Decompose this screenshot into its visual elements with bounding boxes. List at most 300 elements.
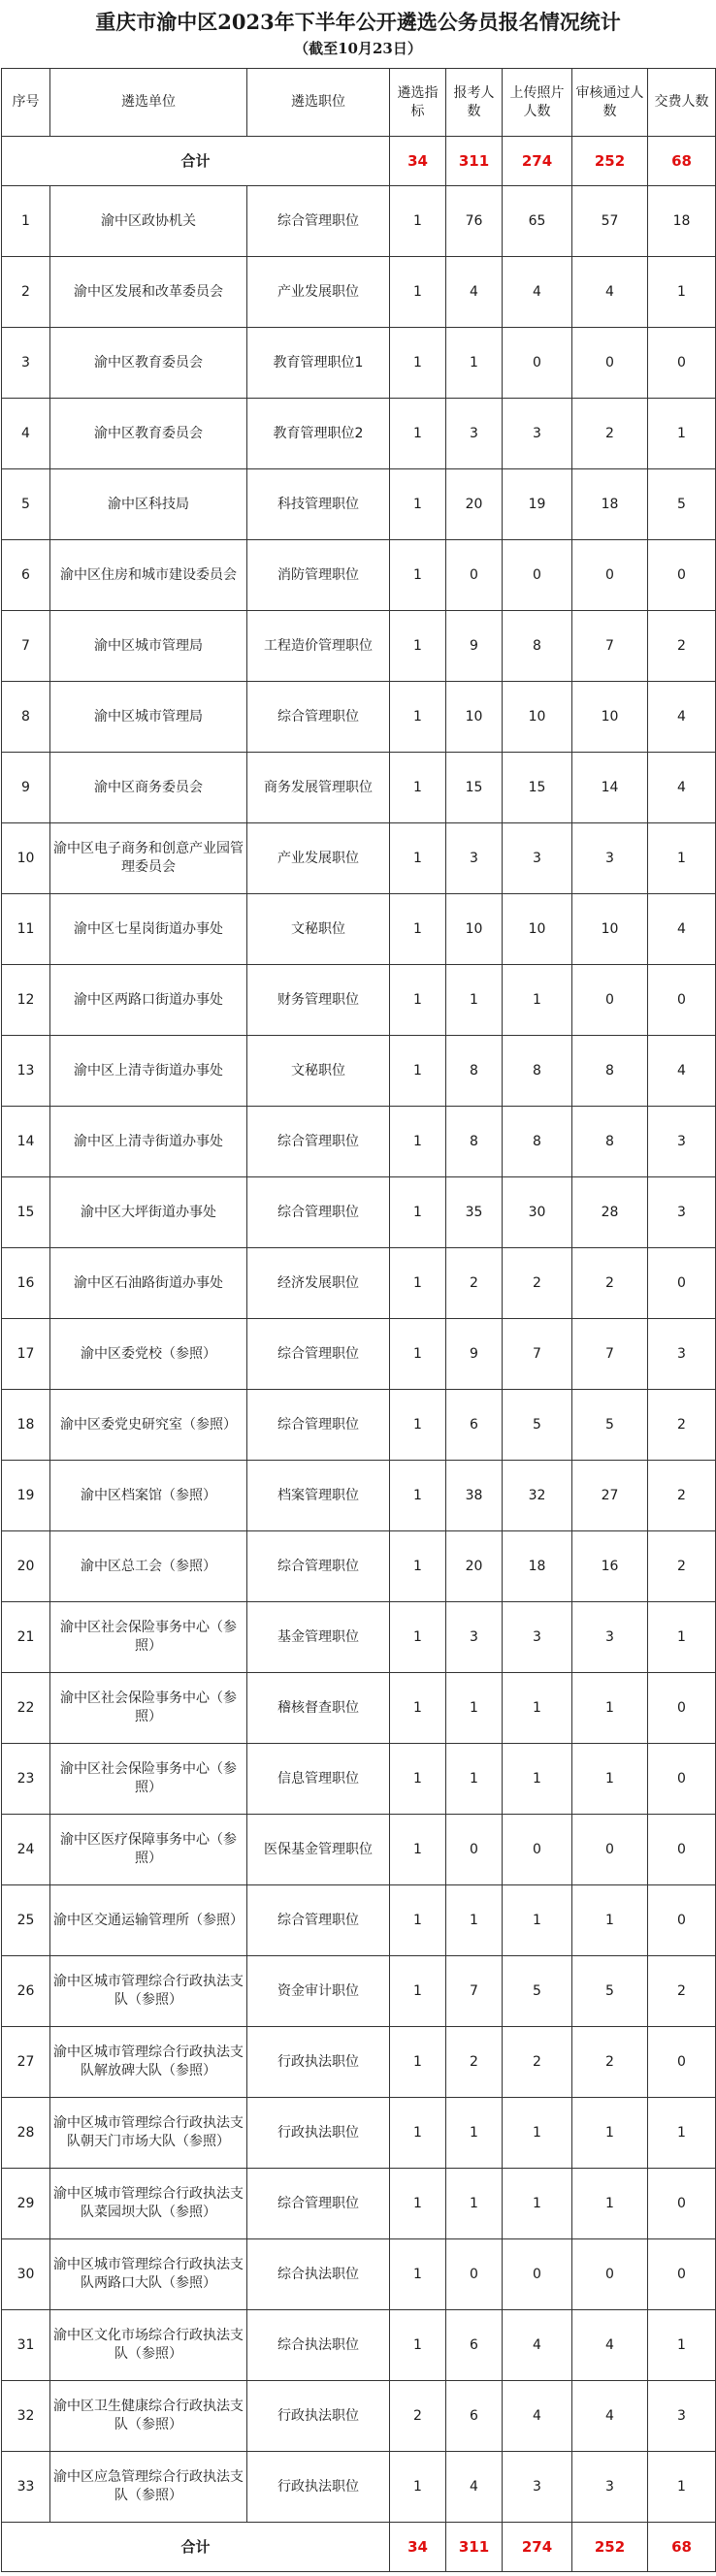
cell-paid: 18	[648, 186, 716, 257]
cell-approved: 4	[572, 257, 648, 328]
cell-photos: 15	[503, 753, 572, 823]
cell-quota: 2	[390, 2381, 446, 2452]
header-no: 序号	[2, 69, 50, 137]
cell-quota: 1	[390, 611, 446, 682]
cell-unit: 渝中区大坪街道办事处	[50, 1177, 247, 1248]
table-row	[2, 186, 716, 257]
cell-approved: 1	[572, 2098, 648, 2169]
cell-quota: 1	[390, 823, 446, 894]
cell-approved: 1	[572, 2169, 648, 2239]
cell-approved: 0	[572, 1815, 648, 1885]
cell-no: 10	[2, 823, 50, 894]
header-photos: 上传照片人数	[503, 69, 572, 137]
cell-paid: 0	[648, 965, 716, 1036]
cell-paid: 1	[648, 2098, 716, 2169]
cell-unit: 渝中区上清寺街道办事处	[50, 1107, 247, 1177]
cell-applied: 20	[446, 1531, 503, 1602]
cell-paid: 3	[648, 1319, 716, 1390]
cell-no: 21	[2, 1602, 50, 1673]
cell-approved: 27	[572, 1461, 648, 1531]
cell-paid: 2	[648, 1461, 716, 1531]
cell-photos: 2	[503, 2027, 572, 2098]
cell-quota: 1	[390, 753, 446, 823]
total-row-top	[2, 137, 716, 186]
cell-photos: 5	[503, 1956, 572, 2027]
cell-no: 18	[2, 1390, 50, 1461]
cell-no: 11	[2, 894, 50, 965]
cell-paid: 0	[648, 2027, 716, 2098]
cell-applied: 9	[446, 1319, 503, 1390]
cell-position: 教育管理职位1	[247, 328, 390, 399]
cell-no: 15	[2, 1177, 50, 1248]
cell-position: 综合管理职位	[247, 1177, 390, 1248]
cell-approved: 4	[572, 2381, 648, 2452]
cell-no: 32	[2, 2381, 50, 2452]
cell-applied: 1	[446, 965, 503, 1036]
cell-quota: 1	[390, 682, 446, 753]
cell-unit: 渝中区社会保险事务中心（参照）	[50, 1673, 247, 1744]
header-unit: 遴选单位	[50, 69, 247, 137]
total-label: 合计	[2, 2523, 390, 2572]
cell-position: 教育管理职位2	[247, 399, 390, 469]
cell-position: 综合执法职位	[247, 2310, 390, 2381]
cell-photos: 1	[503, 2098, 572, 2169]
cell-applied: 1	[446, 2169, 503, 2239]
table-row	[2, 1177, 716, 1248]
cell-paid: 0	[648, 1815, 716, 1885]
cell-photos: 30	[503, 1177, 572, 1248]
table-row	[2, 1107, 716, 1177]
cell-quota: 1	[390, 1107, 446, 1177]
cell-paid: 0	[648, 2169, 716, 2239]
cell-paid: 0	[648, 328, 716, 399]
table-row	[2, 2310, 716, 2381]
cell-position: 工程造价管理职位	[247, 611, 390, 682]
table-row	[2, 823, 716, 894]
cell-no: 33	[2, 2452, 50, 2523]
total-row-bottom	[2, 2523, 716, 2572]
cell-no: 26	[2, 1956, 50, 2027]
cell-unit: 渝中区政协机关	[50, 186, 247, 257]
table-row	[2, 682, 716, 753]
cell-paid: 3	[648, 1107, 716, 1177]
cell-approved: 5	[572, 1956, 648, 2027]
cell-paid: 2	[648, 611, 716, 682]
cell-quota: 1	[390, 2169, 446, 2239]
table-row	[2, 1036, 716, 1107]
header-quota: 遴选指标	[390, 69, 446, 137]
cell-paid: 1	[648, 2452, 716, 2523]
cell-quota: 1	[390, 1319, 446, 1390]
table-row	[2, 2027, 716, 2098]
cell-unit: 渝中区两路口街道办事处	[50, 965, 247, 1036]
cell-quota: 1	[390, 399, 446, 469]
table-row	[2, 399, 716, 469]
cell-quota: 1	[390, 2452, 446, 2523]
table-row	[2, 2239, 716, 2310]
cell-unit: 渝中区应急管理综合行政执法支队（参照）	[50, 2452, 247, 2523]
total-approved: 252	[572, 2523, 648, 2572]
cell-no: 12	[2, 965, 50, 1036]
cell-unit: 渝中区电子商务和创意产业园管理委员会	[50, 823, 247, 894]
cell-position: 医保基金管理职位	[247, 1815, 390, 1885]
cell-quota: 1	[390, 1956, 446, 2027]
cell-quota: 1	[390, 1531, 446, 1602]
cell-unit: 渝中区上清寺街道办事处	[50, 1036, 247, 1107]
cell-position: 行政执法职位	[247, 2381, 390, 2452]
cell-position: 文秘职位	[247, 1036, 390, 1107]
cell-applied: 4	[446, 257, 503, 328]
cell-unit: 渝中区教育委员会	[50, 328, 247, 399]
total-photos: 274	[503, 2523, 572, 2572]
cell-applied: 0	[446, 540, 503, 611]
cell-applied: 4	[446, 2452, 503, 2523]
table-row	[2, 2169, 716, 2239]
cell-no: 1	[2, 186, 50, 257]
cell-unit: 渝中区住房和城市建设委员会	[50, 540, 247, 611]
cell-paid: 1	[648, 823, 716, 894]
cell-no: 4	[2, 399, 50, 469]
cell-approved: 1	[572, 1744, 648, 1815]
cell-no: 19	[2, 1461, 50, 1531]
cell-no: 27	[2, 2027, 50, 2098]
cell-quota: 1	[390, 2310, 446, 2381]
cell-applied: 1	[446, 2098, 503, 2169]
total-quota: 34	[390, 2523, 446, 2572]
cell-approved: 0	[572, 2239, 648, 2310]
table-row	[2, 469, 716, 540]
cell-photos: 1	[503, 1673, 572, 1744]
header-position: 遴选职位	[247, 69, 390, 137]
table-row	[2, 965, 716, 1036]
cell-quota: 1	[390, 1036, 446, 1107]
table-row	[2, 540, 716, 611]
cell-approved: 7	[572, 1319, 648, 1390]
cell-photos: 8	[503, 611, 572, 682]
cell-position: 档案管理职位	[247, 1461, 390, 1531]
cell-applied: 8	[446, 1036, 503, 1107]
cell-unit: 渝中区商务委员会	[50, 753, 247, 823]
cell-photos: 0	[503, 2239, 572, 2310]
table-row	[2, 1885, 716, 1956]
cell-quota: 1	[390, 1673, 446, 1744]
cell-quota: 1	[390, 257, 446, 328]
cell-position: 信息管理职位	[247, 1744, 390, 1815]
cell-photos: 19	[503, 469, 572, 540]
cell-position: 资金审计职位	[247, 1956, 390, 2027]
cell-applied: 6	[446, 1390, 503, 1461]
cell-quota: 1	[390, 1744, 446, 1815]
cell-position: 行政执法职位	[247, 2452, 390, 2523]
cell-no: 30	[2, 2239, 50, 2310]
cell-position: 稽核督查职位	[247, 1673, 390, 1744]
cell-approved: 3	[572, 1602, 648, 1673]
cell-unit: 渝中区城市管理综合行政执法支队两路口大队（参照）	[50, 2239, 247, 2310]
cell-position: 产业发展职位	[247, 257, 390, 328]
cell-position: 产业发展职位	[247, 823, 390, 894]
cell-position: 综合执法职位	[247, 2239, 390, 2310]
header-approved: 审核通过人数	[572, 69, 648, 137]
total-approved: 252	[572, 137, 648, 186]
cell-unit: 渝中区城市管理综合行政执法支队解放碑大队（参照）	[50, 2027, 247, 2098]
table-row	[2, 328, 716, 399]
cell-no: 17	[2, 1319, 50, 1390]
header-applied: 报考人数	[446, 69, 503, 137]
cell-approved: 8	[572, 1107, 648, 1177]
cell-position: 综合管理职位	[247, 1319, 390, 1390]
cell-paid: 4	[648, 894, 716, 965]
cell-paid: 0	[648, 1248, 716, 1319]
cell-applied: 2	[446, 1248, 503, 1319]
cell-paid: 2	[648, 1531, 716, 1602]
cell-photos: 3	[503, 2452, 572, 2523]
table-row	[2, 753, 716, 823]
cell-photos: 65	[503, 186, 572, 257]
cell-photos: 10	[503, 682, 572, 753]
cell-approved: 1	[572, 1885, 648, 1956]
cell-paid: 0	[648, 2239, 716, 2310]
cell-applied: 0	[446, 1815, 503, 1885]
cell-no: 5	[2, 469, 50, 540]
cell-quota: 1	[390, 894, 446, 965]
cell-photos: 10	[503, 894, 572, 965]
cell-photos: 3	[503, 823, 572, 894]
table-row	[2, 1673, 716, 1744]
cell-position: 基金管理职位	[247, 1602, 390, 1673]
cell-unit: 渝中区社会保险事务中心（参照）	[50, 1602, 247, 1673]
cell-no: 20	[2, 1531, 50, 1602]
cell-unit: 渝中区交通运输管理所（参照）	[50, 1885, 247, 1956]
cell-position: 综合管理职位	[247, 1531, 390, 1602]
table-row	[2, 2452, 716, 2523]
cell-paid: 1	[648, 257, 716, 328]
cell-paid: 4	[648, 1036, 716, 1107]
cell-applied: 2	[446, 2027, 503, 2098]
cell-photos: 0	[503, 1815, 572, 1885]
cell-photos: 5	[503, 1390, 572, 1461]
cell-paid: 5	[648, 469, 716, 540]
cell-no: 28	[2, 2098, 50, 2169]
cell-photos: 4	[503, 2310, 572, 2381]
cell-no: 31	[2, 2310, 50, 2381]
cell-paid: 2	[648, 1956, 716, 2027]
cell-applied: 8	[446, 1107, 503, 1177]
cell-unit: 渝中区城市管理综合行政执法支队（参照）	[50, 1956, 247, 2027]
cell-applied: 38	[446, 1461, 503, 1531]
page-subtitle: （截至10月23日）	[294, 40, 422, 57]
cell-unit: 渝中区委党史研究室（参照）	[50, 1390, 247, 1461]
cell-photos: 4	[503, 2381, 572, 2452]
cell-no: 9	[2, 753, 50, 823]
cell-quota: 1	[390, 1461, 446, 1531]
cell-applied: 6	[446, 2310, 503, 2381]
cell-approved: 2	[572, 1248, 648, 1319]
cell-no: 22	[2, 1673, 50, 1744]
cell-quota: 1	[390, 540, 446, 611]
cell-paid: 3	[648, 1177, 716, 1248]
cell-applied: 1	[446, 1673, 503, 1744]
cell-no: 29	[2, 2169, 50, 2239]
cell-paid: 1	[648, 1602, 716, 1673]
page-title: 重庆市渝中区2023年下半年公开遴选公务员报名情况统计	[95, 10, 621, 34]
cell-unit: 渝中区城市管理综合行政执法支队朝天门市场大队（参照）	[50, 2098, 247, 2169]
cell-applied: 76	[446, 186, 503, 257]
cell-approved: 1	[572, 1673, 648, 1744]
cell-photos: 8	[503, 1107, 572, 1177]
cell-approved: 0	[572, 540, 648, 611]
cell-quota: 1	[390, 469, 446, 540]
cell-applied: 1	[446, 328, 503, 399]
cell-unit: 渝中区文化市场综合行政执法支队（参照）	[50, 2310, 247, 2381]
cell-applied: 3	[446, 823, 503, 894]
cell-photos: 7	[503, 1319, 572, 1390]
cell-paid: 3	[648, 2381, 716, 2452]
cell-quota: 1	[390, 1602, 446, 1673]
cell-quota: 1	[390, 2098, 446, 2169]
cell-unit: 渝中区城市管理局	[50, 682, 247, 753]
cell-approved: 3	[572, 2452, 648, 2523]
cell-quota: 1	[390, 1815, 446, 1885]
cell-no: 14	[2, 1107, 50, 1177]
cell-quota: 1	[390, 328, 446, 399]
cell-applied: 10	[446, 682, 503, 753]
cell-approved: 4	[572, 2310, 648, 2381]
cell-paid: 4	[648, 682, 716, 753]
cell-position: 商务发展管理职位	[247, 753, 390, 823]
cell-approved: 7	[572, 611, 648, 682]
cell-quota: 1	[390, 1177, 446, 1248]
table-row	[2, 1319, 716, 1390]
cell-approved: 10	[572, 894, 648, 965]
cell-unit: 渝中区教育委员会	[50, 399, 247, 469]
cell-approved: 5	[572, 1390, 648, 1461]
cell-position: 综合管理职位	[247, 1885, 390, 1956]
table-row	[2, 1815, 716, 1885]
cell-applied: 15	[446, 753, 503, 823]
cell-approved: 18	[572, 469, 648, 540]
cell-position: 综合管理职位	[247, 2169, 390, 2239]
cell-photos: 18	[503, 1531, 572, 1602]
cell-no: 3	[2, 328, 50, 399]
cell-paid: 1	[648, 399, 716, 469]
cell-paid: 0	[648, 1673, 716, 1744]
cell-approved: 8	[572, 1036, 648, 1107]
cell-approved: 16	[572, 1531, 648, 1602]
total-applied: 311	[446, 137, 503, 186]
cell-applied: 1	[446, 1744, 503, 1815]
cell-position: 行政执法职位	[247, 2098, 390, 2169]
cell-position: 文秘职位	[247, 894, 390, 965]
cell-no: 13	[2, 1036, 50, 1107]
cell-position: 消防管理职位	[247, 540, 390, 611]
cell-unit: 渝中区档案馆（参照）	[50, 1461, 247, 1531]
cell-photos: 1	[503, 2169, 572, 2239]
table-row	[2, 894, 716, 965]
cell-photos: 0	[503, 540, 572, 611]
cell-unit: 渝中区医疗保障事务中心（参照）	[50, 1815, 247, 1885]
cell-quota: 1	[390, 186, 446, 257]
cell-applied: 1	[446, 1885, 503, 1956]
cell-applied: 20	[446, 469, 503, 540]
cell-position: 综合管理职位	[247, 186, 390, 257]
cell-position: 综合管理职位	[247, 1107, 390, 1177]
cell-photos: 1	[503, 1885, 572, 1956]
cell-photos: 1	[503, 1744, 572, 1815]
cell-applied: 0	[446, 2239, 503, 2310]
cell-no: 25	[2, 1885, 50, 1956]
cell-photos: 2	[503, 1248, 572, 1319]
total-applied: 311	[446, 2523, 503, 2572]
cell-photos: 1	[503, 965, 572, 1036]
table-row	[2, 2098, 716, 2169]
cell-position: 财务管理职位	[247, 965, 390, 1036]
cell-paid: 2	[648, 1390, 716, 1461]
cell-approved: 57	[572, 186, 648, 257]
cell-position: 科技管理职位	[247, 469, 390, 540]
cell-no: 24	[2, 1815, 50, 1885]
cell-approved: 14	[572, 753, 648, 823]
header-paid: 交费人数	[648, 69, 716, 137]
cell-photos: 3	[503, 399, 572, 469]
cell-applied: 10	[446, 894, 503, 965]
total-paid: 68	[648, 2523, 716, 2572]
cell-approved: 28	[572, 1177, 648, 1248]
cell-approved: 2	[572, 2027, 648, 2098]
cell-quota: 1	[390, 1885, 446, 1956]
total-label: 合计	[2, 137, 390, 186]
table-row	[2, 1390, 716, 1461]
table-row	[2, 257, 716, 328]
cell-position: 行政执法职位	[247, 2027, 390, 2098]
cell-unit: 渝中区科技局	[50, 469, 247, 540]
table-row	[2, 1248, 716, 1319]
cell-paid: 0	[648, 1744, 716, 1815]
cell-no: 23	[2, 1744, 50, 1815]
cell-photos: 0	[503, 328, 572, 399]
cell-unit: 渝中区石油路街道办事处	[50, 1248, 247, 1319]
cell-no: 8	[2, 682, 50, 753]
cell-photos: 32	[503, 1461, 572, 1531]
cell-applied: 3	[446, 1602, 503, 1673]
table-row	[2, 1744, 716, 1815]
cell-no: 7	[2, 611, 50, 682]
cell-applied: 9	[446, 611, 503, 682]
table-row	[2, 611, 716, 682]
table-row	[2, 1531, 716, 1602]
cell-quota: 1	[390, 2027, 446, 2098]
cell-applied: 7	[446, 1956, 503, 2027]
cell-quota: 1	[390, 965, 446, 1036]
cell-position: 综合管理职位	[247, 682, 390, 753]
cell-unit: 渝中区卫生健康综合行政执法支队（参照）	[50, 2381, 247, 2452]
cell-paid: 4	[648, 753, 716, 823]
cell-paid: 0	[648, 1885, 716, 1956]
cell-approved: 10	[572, 682, 648, 753]
cell-approved: 2	[572, 399, 648, 469]
statistics-table	[1, 68, 716, 2572]
cell-unit: 渝中区社会保险事务中心（参照）	[50, 1744, 247, 1815]
cell-paid: 0	[648, 540, 716, 611]
cell-position: 经济发展职位	[247, 1248, 390, 1319]
cell-no: 2	[2, 257, 50, 328]
header-row	[2, 69, 716, 137]
table-row	[2, 1461, 716, 1531]
cell-unit: 渝中区发展和改革委员会	[50, 257, 247, 328]
cell-unit: 渝中区总工会（参照）	[50, 1531, 247, 1602]
cell-photos: 4	[503, 257, 572, 328]
cell-position: 综合管理职位	[247, 1390, 390, 1461]
cell-unit: 渝中区七星岗街道办事处	[50, 894, 247, 965]
